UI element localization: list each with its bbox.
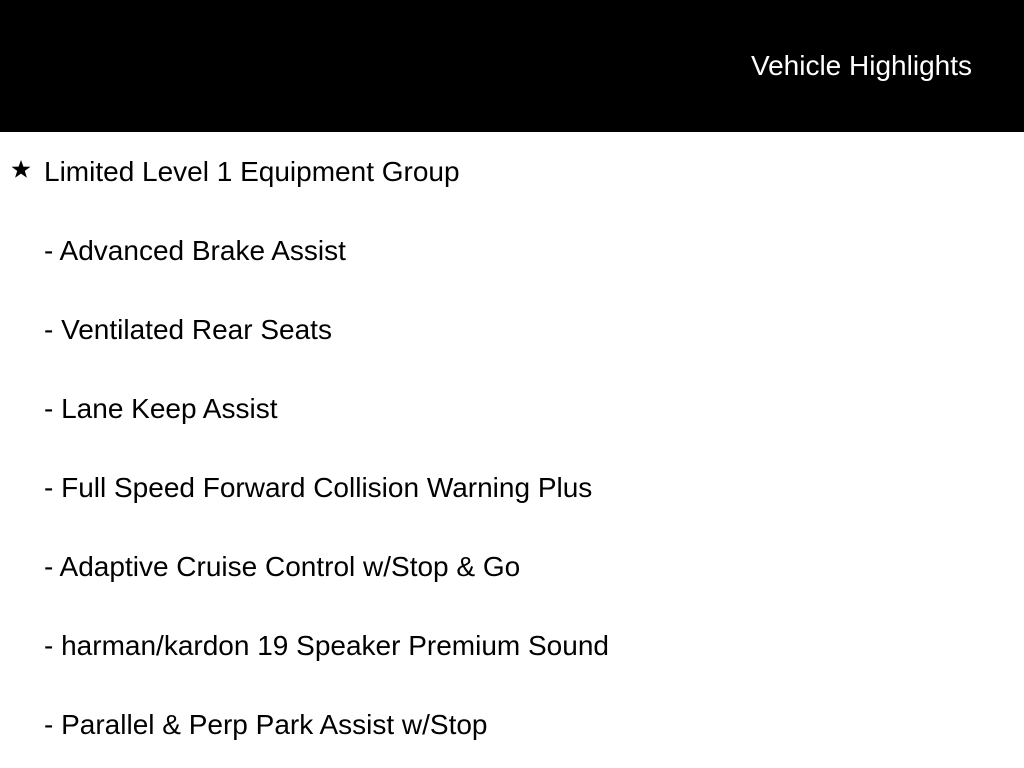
list-item: - Lane Keep Assist bbox=[44, 393, 278, 424]
highlights-list bbox=[0, 132, 1024, 768]
star-icon bbox=[11, 159, 31, 179]
list-item: - harman/kardon 19 Speaker Premium Sound bbox=[44, 630, 609, 661]
list-item: - Ventilated Rear Seats bbox=[44, 314, 332, 345]
list-item: - Parallel & Perp Park Assist w/Stop bbox=[44, 709, 488, 740]
group-title: Limited Level 1 Equipment Group bbox=[44, 156, 460, 187]
list-item: - Advanced Brake Assist bbox=[44, 235, 346, 266]
list-item: - Adaptive Cruise Control w/Stop & Go bbox=[44, 551, 521, 582]
header-bar bbox=[0, 0, 1024, 132]
list-item: - Full Speed Forward Collision Warning Plus bbox=[44, 472, 593, 503]
page-title: Vehicle Highlights bbox=[750, 50, 972, 81]
